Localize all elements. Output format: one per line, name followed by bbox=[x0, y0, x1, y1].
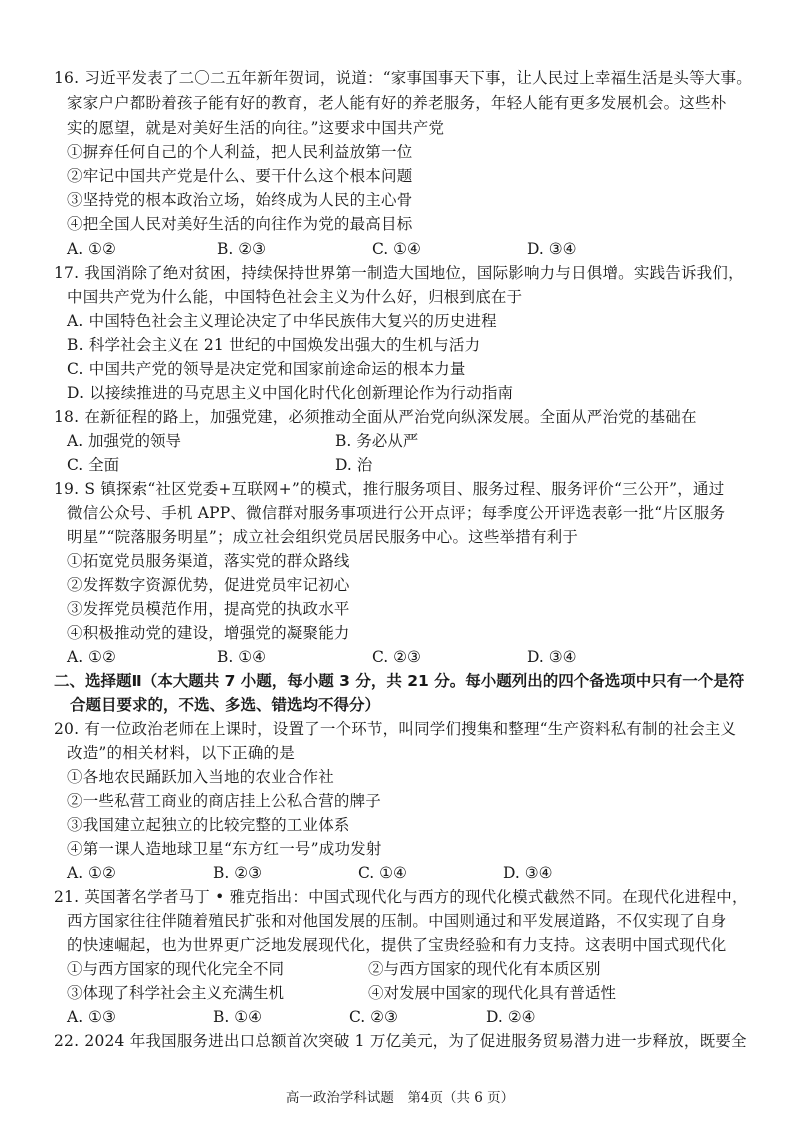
q20-item-2: ②一些私营工商业的商店挂上公私合营的牌子 bbox=[67, 792, 382, 810]
q16-line-1: 16. 习近平发表了二〇二五年新年贺词，说道：“家事国事天下事，让人民过上幸福生活是头等大事。 bbox=[54, 69, 752, 87]
q18-choice-a: A. 加强党的领导 bbox=[67, 432, 182, 450]
q16-choice-c: C. ①④ bbox=[372, 240, 421, 258]
q18-line-1: 18. 在新征程的路上，加强党建，必须推动全面从严治党向纵深发展。全面从严治党的基础在 bbox=[54, 408, 697, 426]
q19-choice-d: D. ③④ bbox=[527, 648, 577, 666]
q19-item-1: ①拓宽党员服务渠道，落实党的群众路线 bbox=[67, 552, 350, 570]
section-heading: 二、选择题Ⅱ（本大题共 7 小题，每小题 3 分，共 21 分。每小题列出的四个备选项中只有一个是符 bbox=[54, 672, 745, 690]
q20-line-1: 20. 有一位政治老师在上课时，设置了一个环节，叫同学们搜集和整理“生产资料私有制的社会主义 bbox=[54, 720, 737, 738]
q17-line-1: 17. 我国消除了绝对贫困，持续保持世界第一制造大国地位，国际影响力与日俱增。实践告诉我们， bbox=[54, 264, 744, 282]
q19-choice-b: B. ①④ bbox=[217, 648, 267, 666]
q17-line-2: 中国共产党为什么能，中国特色社会主义为什么好，归根到底在于 bbox=[67, 288, 523, 306]
q16-line-3: 实的愿望，就是对美好生活的向往。”这要求中国共产党 bbox=[67, 119, 445, 137]
q17-option-b: B. 科学社会主义在 21 世纪的中国焕发出强大的生机与活力 bbox=[67, 336, 481, 354]
q19-item-3: ③发挥党员模范作用，提高党的执政水平 bbox=[67, 600, 350, 618]
q19-choice-a: A. ①② bbox=[67, 648, 116, 666]
q20-line-2: 改造”的相关材料，以下正确的是 bbox=[67, 744, 295, 762]
q16-item-4: ④把全国人民对美好生活的向往作为党的最高目标 bbox=[67, 215, 413, 233]
q19-line-3: 明星”“院落服务明星”；成立社会组织党员居民服务中心。这些举措有利于 bbox=[67, 528, 579, 546]
q21-choice-a: A. ①③ bbox=[67, 1008, 116, 1026]
q16-choice-a: A. ①② bbox=[67, 240, 116, 258]
q16-line-2: 家家户户都盼着孩子能有好的教育，老人能有好的养老服务，年轻人能有更多发展机会。这些朴 bbox=[67, 94, 727, 112]
q21-item-4: ④对发展中国家的现代化具有普适性 bbox=[368, 984, 617, 1002]
q17-option-a: A. 中国特色社会主义理论决定了中华民族伟大复兴的历史进程 bbox=[67, 312, 497, 330]
q16-choice-d: D. ③④ bbox=[527, 240, 577, 258]
q18-choice-d: D. 治 bbox=[335, 456, 373, 474]
q21-choice-d: D. ②④ bbox=[486, 1008, 536, 1026]
q20-item-3: ③我国建立起独立的比较完整的工业体系 bbox=[67, 816, 350, 834]
q20-choice-b: B. ②③ bbox=[213, 864, 263, 882]
q21-item-3: ③体现了科学社会主义充满生机 bbox=[67, 984, 285, 1002]
q20-choice-c: C. ①④ bbox=[358, 864, 407, 882]
q16-item-1: ①摒弃任何自己的个人利益，把人民利益放第一位 bbox=[67, 143, 413, 161]
q16-choice-b: B. ②③ bbox=[217, 240, 267, 258]
q19-item-2: ②发挥数字资源优势，促进党员牢记初心 bbox=[67, 576, 350, 594]
q20-item-1: ①各地农民踊跃加入当地的农业合作社 bbox=[67, 768, 334, 786]
q19-line-2: 微信公众号、手机 APP、微信群对服务事项进行公开点评；每季度公开评选表彰一批“片区服务 bbox=[67, 504, 726, 522]
q18-choice-b: B. 务必从严 bbox=[335, 432, 419, 450]
q22-line-1: 22. 2024 年我国服务进出口总额首次突破 1 万亿美元，为了促进服务贸易潜力进一步释放，既要全 bbox=[54, 1032, 747, 1050]
q21-line-3: 的快速崛起，也为世界更广泛地发展现代化，提供了宝贵经验和有力支持。这表明中国式现代化 bbox=[67, 936, 727, 954]
q21-line-1: 21. 英国著名学者马丁 • 雅克指出：中国式现代化与西方的现代化模式截然不同。在现代化进程中， bbox=[54, 888, 748, 906]
q20-choice-a: A. ①② bbox=[67, 864, 116, 882]
q21-item-1: ①与西方国家的现代化完全不同 bbox=[67, 960, 285, 978]
page-footer: 高一政治学科试题 第4页（共 6 页） bbox=[285, 1090, 515, 1106]
q17-option-c: C. 中国共产党的领导是决定党和国家前途命运的根本力量 bbox=[67, 360, 466, 378]
q19-line-1: 19. S 镇探索“社区党委+互联网+”的模式，推行服务项目、服务过程、服务评价“三公开”，通过 bbox=[54, 480, 725, 498]
q20-item-4: ④第一课人造地球卫星“东方红一号”成功发射 bbox=[67, 840, 382, 858]
q16-item-3: ③坚持党的根本政治立场，始终成为人民的主心骨 bbox=[67, 191, 413, 209]
q21-line-2: 西方国家往往伴随着殖民扩张和对他国发展的压制。中国则通过和平发展道路，不仅实现了自身 bbox=[67, 912, 727, 930]
q21-choice-c: C. ②③ bbox=[349, 1008, 398, 1026]
q19-item-4: ④积极推动党的建设，增强党的凝聚能力 bbox=[67, 624, 350, 642]
q21-item-2: ②与西方国家的现代化有本质区别 bbox=[368, 960, 601, 978]
q21-choice-b: B. ①④ bbox=[213, 1008, 263, 1026]
q19-choice-c: C. ②③ bbox=[372, 648, 421, 666]
q17-option-d: D. 以接续推进的马克思主义中国化时代化创新理论作为行动指南 bbox=[67, 384, 514, 402]
q16-item-2: ②牢记中国共产党是什么、要干什么这个根本问题 bbox=[67, 167, 413, 185]
q18-choice-c: C. 全面 bbox=[67, 456, 120, 474]
q20-choice-d: D. ③④ bbox=[503, 864, 553, 882]
section-heading-cont: 合题目要求的，不选、多选、错选均不得分） bbox=[70, 696, 381, 714]
